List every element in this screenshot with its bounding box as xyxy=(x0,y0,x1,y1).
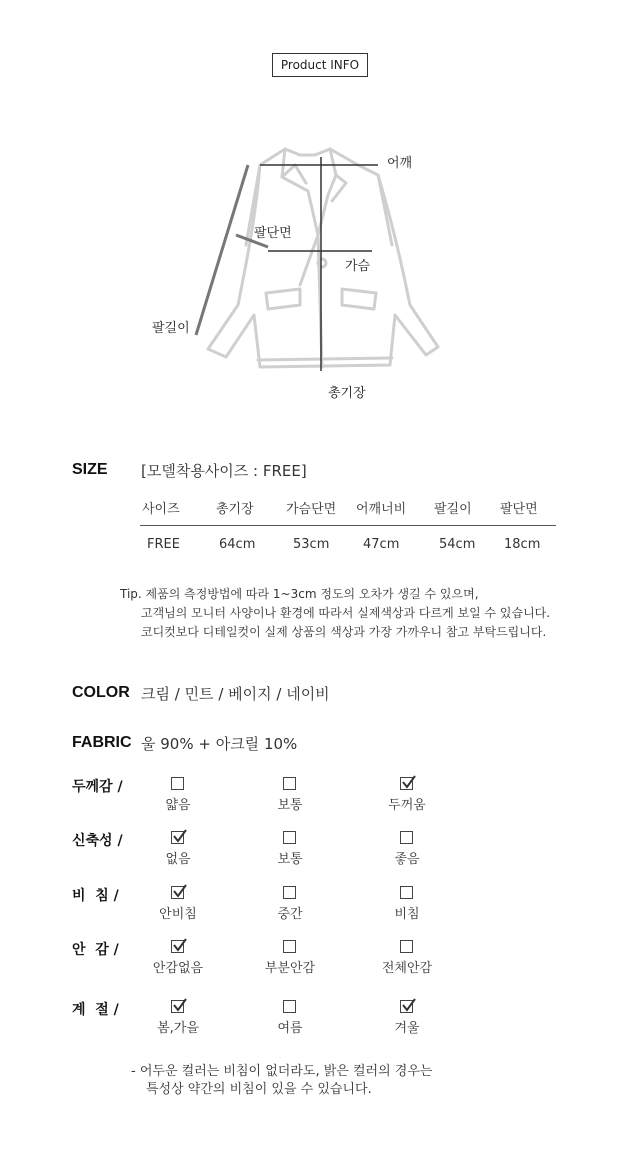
color-value: 크림 / 민트 / 베이지 / 네이비 xyxy=(141,685,330,703)
option-label: 보통 xyxy=(277,852,303,867)
size-cell: FREE xyxy=(147,537,180,552)
attribute-label: 안 감 / xyxy=(72,942,119,958)
option-label: 여름 xyxy=(277,1021,303,1036)
size-header: 가슴단면 xyxy=(286,502,337,517)
label-sleeve-opening: 팔단면 xyxy=(254,226,292,241)
checkmark-icon xyxy=(400,774,418,792)
option-label: 전체안감 xyxy=(381,961,433,976)
size-cell: 64cm xyxy=(219,537,256,552)
size-cell: 18cm xyxy=(504,537,541,552)
checkbox[interactable] xyxy=(283,831,296,844)
checkbox[interactable] xyxy=(400,1000,413,1013)
checkbox[interactable] xyxy=(171,940,184,953)
checkbox[interactable] xyxy=(171,886,184,899)
label-chest: 가슴 xyxy=(345,259,371,274)
option-label: 안비침 xyxy=(159,907,197,922)
product-info-badge: Product INFO xyxy=(272,53,368,77)
option-label: 겨울 xyxy=(394,1021,420,1036)
footnote-line: - 어두운 컬러는 비침이 없더라도, 밝은 컬러의 경우는 xyxy=(131,1064,433,1079)
label-total-length: 총기장 xyxy=(328,386,366,401)
model-size-note: [모델착용사이즈 : FREE] xyxy=(141,462,307,480)
checkmark-icon xyxy=(171,997,189,1015)
option-label: 두꺼움 xyxy=(388,798,426,813)
size-cell: 54cm xyxy=(439,537,476,552)
option-label: 없음 xyxy=(165,852,191,867)
option-label: 안감없음 xyxy=(152,961,204,976)
size-header: 어깨너비 xyxy=(356,502,407,517)
option-label: 보통 xyxy=(277,798,303,813)
label-shoulder: 어깨 xyxy=(387,156,413,171)
attribute-label: 비 침 / xyxy=(72,888,119,904)
checkbox[interactable] xyxy=(400,940,413,953)
checkbox[interactable] xyxy=(283,940,296,953)
attribute-label: 신축성 / xyxy=(72,833,123,849)
jacket-diagram xyxy=(140,135,480,400)
checkbox[interactable] xyxy=(400,886,413,899)
fabric-value: 울 90% + 아크릴 10% xyxy=(141,735,298,753)
size-cell: 53cm xyxy=(293,537,330,552)
checkmark-icon xyxy=(171,937,189,955)
size-table-divider xyxy=(140,525,556,526)
size-header: 사이즈 xyxy=(142,502,180,517)
size-header: 팔단면 xyxy=(500,502,538,517)
tip-line: 코디컷보다 디테일컷이 실제 상품의 색상과 가장 가까우니 참고 부탁드립니다. xyxy=(141,625,547,639)
checkmark-icon xyxy=(171,828,189,846)
label-sleeve-length: 팔길이 xyxy=(152,321,190,336)
option-label: 부분안감 xyxy=(264,961,316,976)
size-cell: 47cm xyxy=(363,537,400,552)
option-label: 봄,가을 xyxy=(157,1021,199,1036)
footnote-line: 특성상 약간의 비침이 있을 수 있습니다. xyxy=(146,1082,372,1097)
checkmark-icon xyxy=(400,997,418,1015)
checkbox[interactable] xyxy=(283,777,296,790)
fabric-title: FABRIC xyxy=(72,734,132,751)
checkbox[interactable] xyxy=(283,886,296,899)
tip-line: Tip. 제품의 측정방법에 따라 1~3cm 정도의 오차가 생길 수 있으며, xyxy=(120,587,479,601)
checkbox[interactable] xyxy=(171,831,184,844)
checkbox[interactable] xyxy=(400,777,413,790)
option-label: 비침 xyxy=(394,907,420,922)
option-label: 중간 xyxy=(277,907,303,922)
option-label: 좋음 xyxy=(394,852,420,867)
attribute-label: 계 절 / xyxy=(72,1002,119,1018)
size-header: 팔길이 xyxy=(434,502,472,517)
color-title: COLOR xyxy=(72,684,130,701)
option-label: 얇음 xyxy=(165,798,191,813)
size-title: SIZE xyxy=(72,461,108,478)
sleeve-length-line xyxy=(196,165,248,335)
attribute-label: 두께감 / xyxy=(72,779,123,795)
checkbox[interactable] xyxy=(400,831,413,844)
checkbox[interactable] xyxy=(171,777,184,790)
checkmark-icon xyxy=(171,883,189,901)
tip-line: 고객님의 모니터 사양이나 환경에 따라서 실제색상과 다르게 보일 수 있습니다. xyxy=(141,606,551,620)
size-header: 총기장 xyxy=(216,502,254,517)
checkbox[interactable] xyxy=(283,1000,296,1013)
checkbox[interactable] xyxy=(171,1000,184,1013)
